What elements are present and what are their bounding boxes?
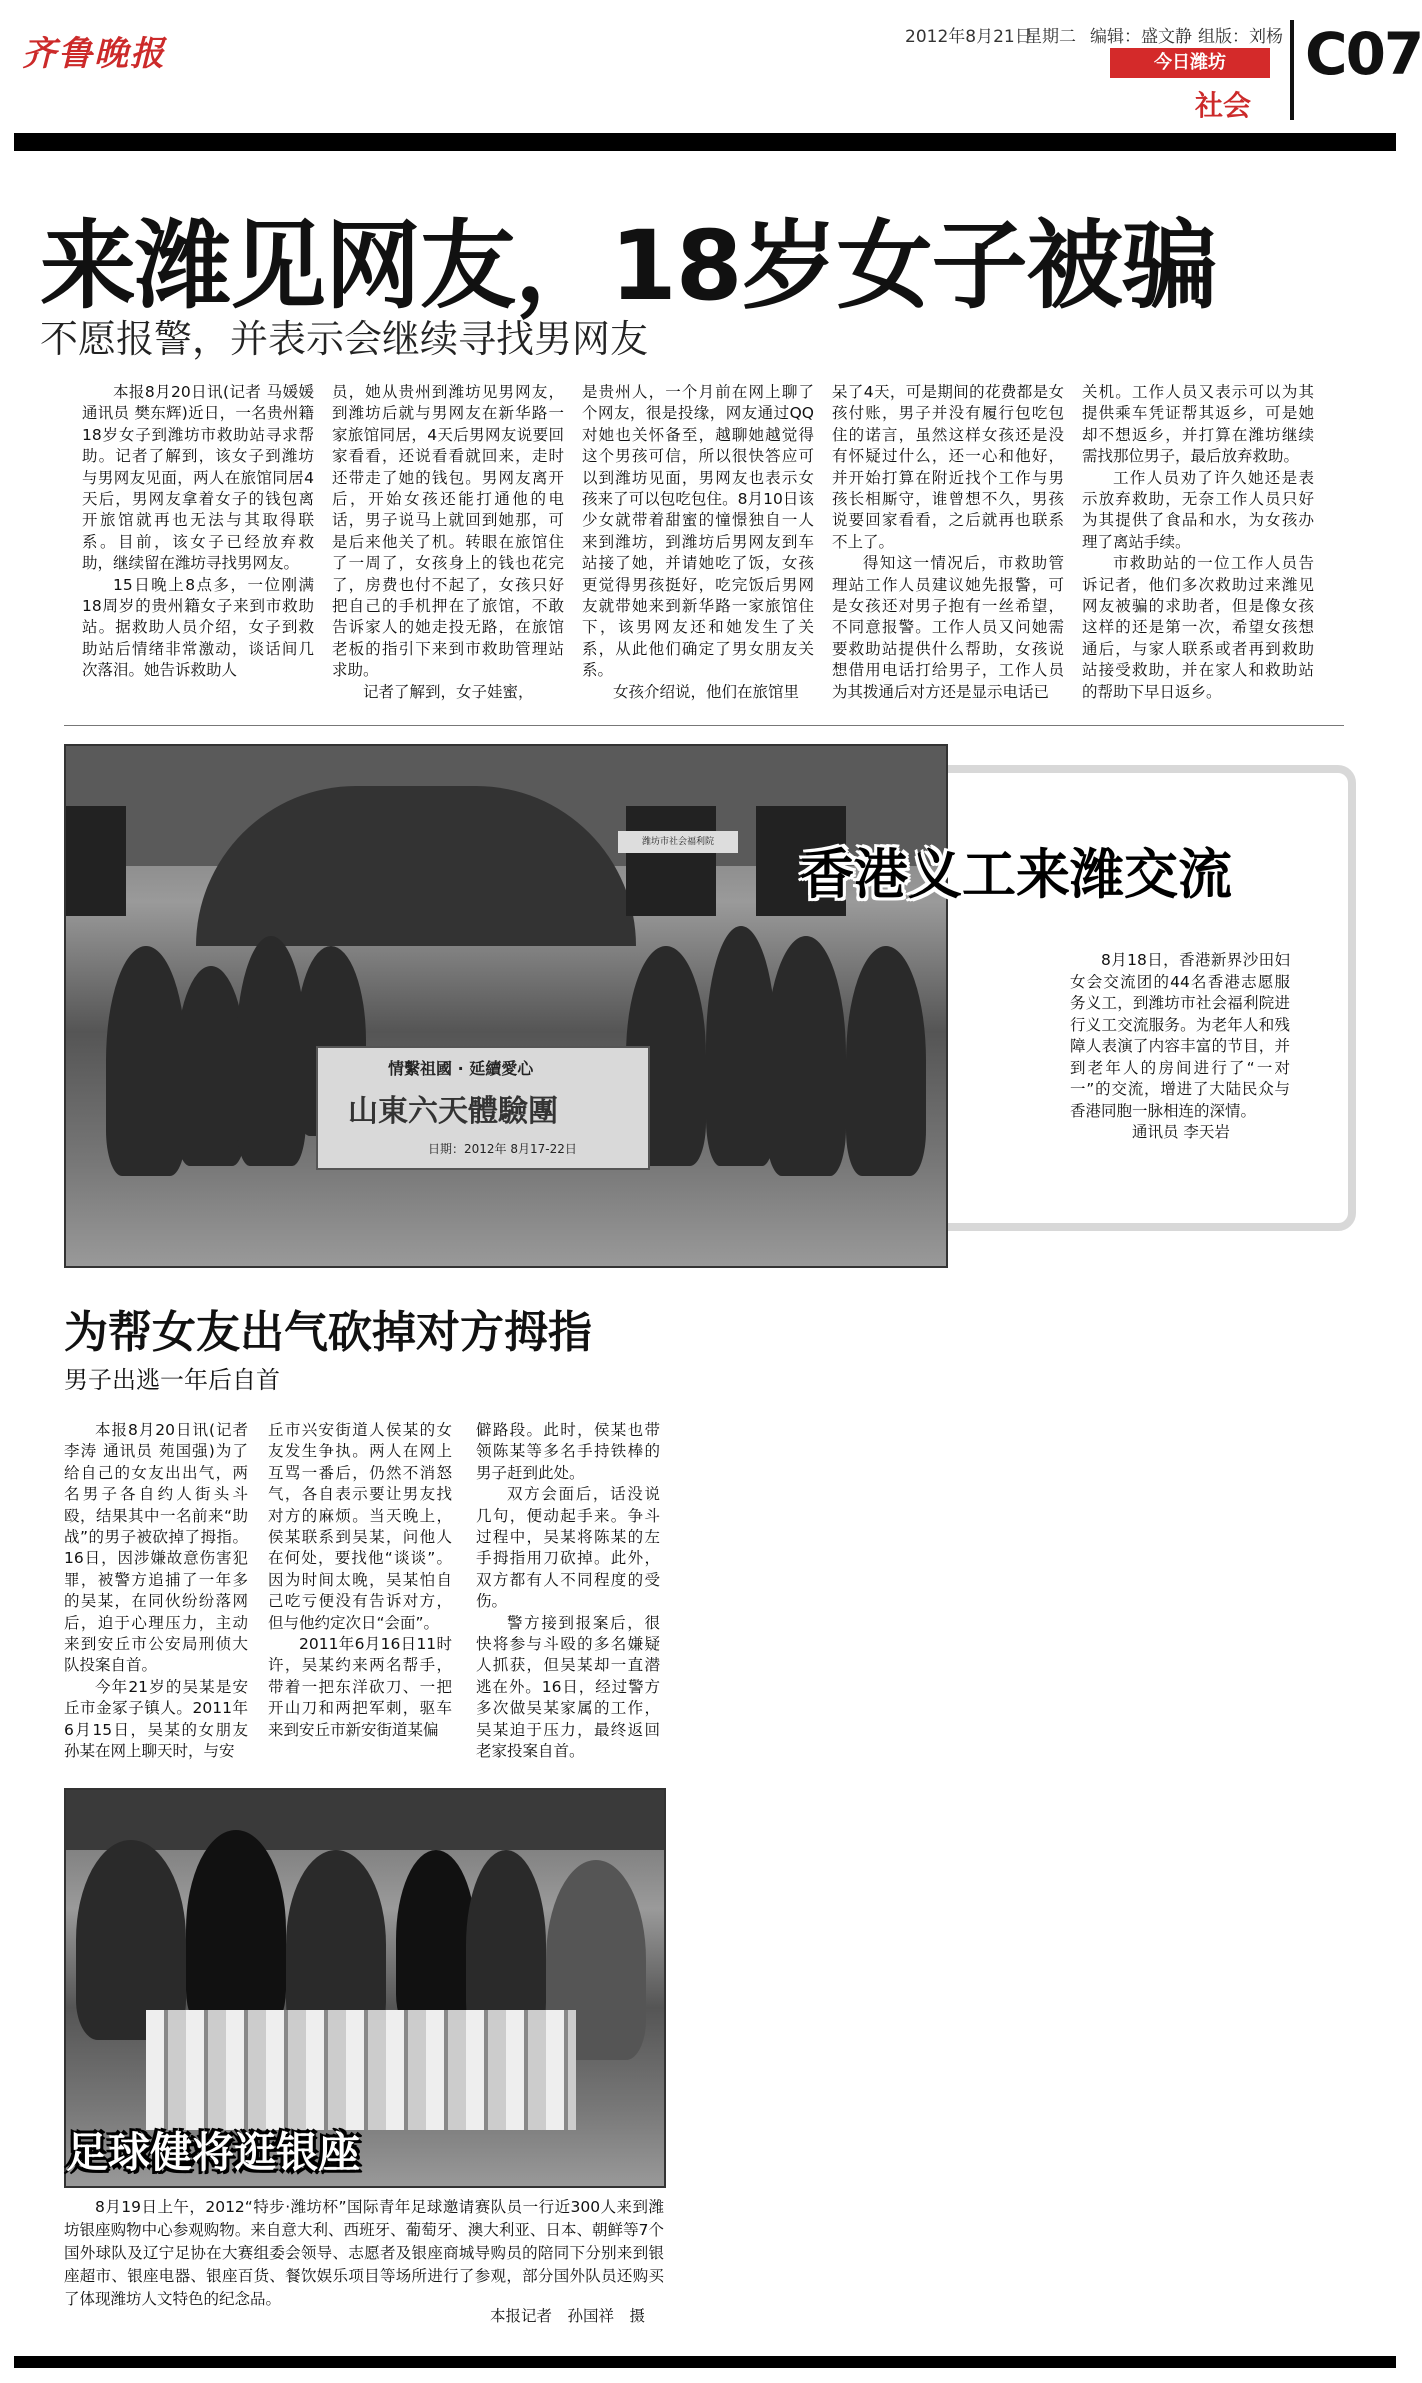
paragraph: 员，她从贵州到潍坊见男网友，到潍坊后就与男网友在新华路一家旅馆同居，4天后男网友说要回家看看，还说看看就回来，走时还带走了她的钱包。男网友离开后，开始女孩还能打通他的电话，男子说马上就回到她那，可是后来他关了机。转眼在旅馆住了一周了，女孩身上的钱也花完了，房费也付不起了，女孩只好把自己的手机押在了旅馆，不敢告诉家人的她走投无路，在旅馆老板的指引下来到市救助管理站求助。 — [332, 383, 564, 680]
section-bar: 今日潍坊 — [1110, 48, 1270, 78]
paragraph: 8月18日，香港新界沙田妇女会交流团的44名香港志愿服务义工，到潍坊市社会福利院进行义工交流服务。为老年人和残障人表演了内容丰富的节目，并到老年人的房间进行了“一对一”的交流，增进了大陆民众与香港同胞一脉相连的深情。 — [1070, 951, 1290, 1120]
paragraph: 女孩介绍说，他们在旅馆里 — [613, 682, 800, 701]
story3-column-1 — [64, 1420, 248, 1763]
story2-title: 香港义工来潍交流 — [800, 843, 1232, 906]
building-window — [66, 806, 126, 916]
section-name: 社会 — [1195, 89, 1252, 122]
story1-column-5 — [1082, 382, 1314, 703]
volunteer-group-photo — [64, 744, 948, 1268]
paragraph: 8月19日上午，2012“特步·潍坊杯”国际青年足球邀请赛队员一行近300人来到潍坊银座购物中心参观购物。来自意大利、西班牙、葡萄牙、澳大利亚、日本、朝鲜等7个国外球队及辽宁足协在大赛组委会领导、志愿者及银座商城导购员的陪同下分别来到银座超市、银座电器、银座百货、餐饮娱乐项目等场所进行了参观，部分国外队员还购买了体现潍坊人文特色的纪念品。 — [64, 2198, 664, 2308]
paragraph: 双方会面后，话没说几句，便动起手来。争斗过程中，吴某将陈某的左手拇指用刀砍掉。此外，双方都有人不同程度的受伤。 — [476, 1485, 660, 1611]
story3-column-2 — [268, 1420, 452, 1741]
story1-column-3 — [582, 382, 814, 703]
story4-caption — [64, 2196, 664, 2311]
paragraph: 警方接到报案后，很快将参与斗殴的多名嫌疑人抓获，但吴某却一直潜逃在外。16日，经过警方多次做吴某家属的工作，吴某迫于压力，最终返回老家投案自首。 — [476, 1613, 660, 1761]
story1-column-2 — [332, 382, 564, 703]
clothing-rack — [146, 2010, 576, 2130]
story1-headline: 来潍见网友，18岁女子被骗 — [40, 210, 1217, 322]
banner-slogan: 情繫祖國 · 延續愛心 — [388, 1059, 534, 1078]
paragraph: 2011年6月16日11时许，吴某约来两名帮手，带着一把东洋砍刀、一把开山刀和两把军刺，驱车来到安丘市新安街道某偏 — [268, 1635, 452, 1739]
paragraph: 工作人员劝了许久她还是表示放弃救助，无奈工作人员只好为其提供了食品和水，为女孩办理了离站手续。 — [1082, 468, 1314, 551]
person-figure — [186, 1830, 286, 2030]
story3-subhead: 男子出逃一年后自首 — [64, 1366, 280, 1394]
paragraph: 本报8月20日讯(记者 李涛 通讯员 苑国强)为了给自己的女友出出气，两名男子各自约人街头斗殴，结果其中一名前来“助战”的男子被砍掉了拇指。16日，因涉嫌故意伤害犯罪，被警方追捕了一年多的吴某，在同伙纷纷落网后，迫于心理压力，主动来到安丘市公安局刑侦大队投案自首。 — [64, 1421, 248, 1675]
newspaper-logo: 齐鲁晚报 — [22, 34, 166, 74]
layout-credit: 组版：刘杨 — [1198, 27, 1283, 47]
group-banner — [316, 1046, 650, 1170]
paragraph: 呆了4天，可是期间的花费都是女孩付账，男子并没有履行包吃包住的诺言，虽然这样女孩还是没有怀疑过什么，还一心和他好，并开始打算在附近找个工作与男孩长相厮守，谁曾想不久，男孩说要回家看看，之后就再也联系不上了。 — [832, 383, 1064, 551]
paragraph: 是贵州人，一个月前在网上聊了个网友，很是投缘，网友通过QQ对她也关怀备至，越聊她越觉得这个男孩可信，所以很快答应可以到潍坊见面，男网友也表示女孩来了可以包吃包住。8月10日该少女就带着甜蜜的憧憬独自一人来到潍坊，到潍坊后男网友到车站接了她，并请她吃了饭，女孩更觉得男孩挺好，吃完饭后男网友就带她来到新华路一家旅馆住下，该男网友还和她发生了关系，从此他们确定了男女朋友关系。 — [582, 383, 814, 680]
building-window — [626, 806, 716, 916]
paragraph: 今年21岁的吴某是安丘市金冢子镇人。2011年6月15日，吴某的女朋友孙某在网上聊天时，与安 — [64, 1677, 248, 1761]
story3-headline: 为帮女友出气砍掉对方拇指 — [64, 1307, 592, 1358]
paragraph: 记者了解到，女子娃蜜， — [363, 682, 534, 701]
story2-text — [1070, 950, 1290, 1144]
banner-title: 山東六天體驗團 — [348, 1094, 558, 1129]
paragraph: 僻路段。此时，侯某也带领陈某等多名手持铁棒的男子赶到此处。 — [476, 1421, 660, 1482]
paragraph: 15日晚上8点多，一位刚满18周岁的贵州籍女子来到市救助站。据救助人员介绍，女子到救助站后情绪非常激动，谈话间几次落泪。她告诉救助人 — [82, 575, 314, 680]
paragraph: 关机。工作人员又表示可以为其提供乘车凭证帮其返乡，可是她却不想返乡，并打算在潍坊继续需找那位男子，最后放弃救助。 — [1082, 383, 1314, 466]
person-figure — [396, 1850, 476, 2030]
banner-date: 日期：2012年 8月17-22日 — [428, 1142, 577, 1156]
bottom-rule — [14, 2356, 1396, 2368]
editor-credit: 编辑：盛文静 — [1090, 27, 1192, 47]
paragraph: 市救助站的一位工作人员告诉记者，他们多次救助过来潍见网友被骗的求助者，但是像女孩这样的还是第一次，希望女孩想通后，与家人联系或者再到救助站接受救助，并在家人和救助站的帮助下早日返乡。 — [1082, 554, 1314, 701]
person-figure — [106, 946, 186, 1176]
story4-title: 足球健将逛银座 — [66, 2128, 361, 2177]
story-divider — [64, 725, 1344, 726]
masthead-divider — [1290, 20, 1294, 120]
paragraph: 得知这一情况后，市救助管理站工作人员建议她先报警，可是女孩还对男子抱有一丝希望，不同意报警。工作人员又问她需要救助站提供什么帮助，女孩说想借用电话打给男子，工作人员为其拨通后对方还是显示电话已 — [832, 554, 1064, 701]
page-number: C07 — [1305, 20, 1422, 88]
building-sign: 潍坊市社会福利院 — [618, 831, 738, 853]
story1-subhead: 不愿报警，并表示会继续寻找男网友 — [40, 317, 649, 361]
story4-photo-credit: 本报记者 孙国祥 摄 — [490, 2307, 646, 2325]
person-figure — [846, 946, 926, 1176]
paragraph: 本报8月20日讯(记者 马媛媛 通讯员 樊东辉)近日，一名贵州籍18岁女子到潍坊市救助站寻求帮助。记者了解到，该女子到潍坊与男网友见面，两人在旅馆同居4天后，男网友拿着女子的钱包离开旅馆就再也无法与其取得联系。目前，该女子已经放弃救助，继续留在潍坊寻找男网友。 — [82, 383, 314, 573]
person-figure — [766, 936, 846, 1176]
ceiling — [66, 1790, 664, 1850]
photo-credit: 通讯员 李天岩 — [1132, 1123, 1230, 1141]
story1-column-4 — [832, 382, 1064, 703]
story1-column-1 — [82, 382, 314, 682]
story3-column-3 — [476, 1420, 660, 1763]
paragraph: 丘市兴安街道人侯某的女友发生争执。两人在网上互骂一番后，仍然不消怒气，各自表示要让男友找对方的麻烦。当天晚上，侯某联系到吴某，问他人在何处，要找他“谈谈”。因为时间太晚，吴某怕自己吃亏便没有告诉对方，但与他约定次日“会面”。 — [268, 1421, 452, 1632]
issue-date: 2012年8月21日 — [905, 27, 1032, 47]
top-rule — [14, 133, 1396, 151]
issue-weekday: 星期二 — [1025, 27, 1076, 47]
